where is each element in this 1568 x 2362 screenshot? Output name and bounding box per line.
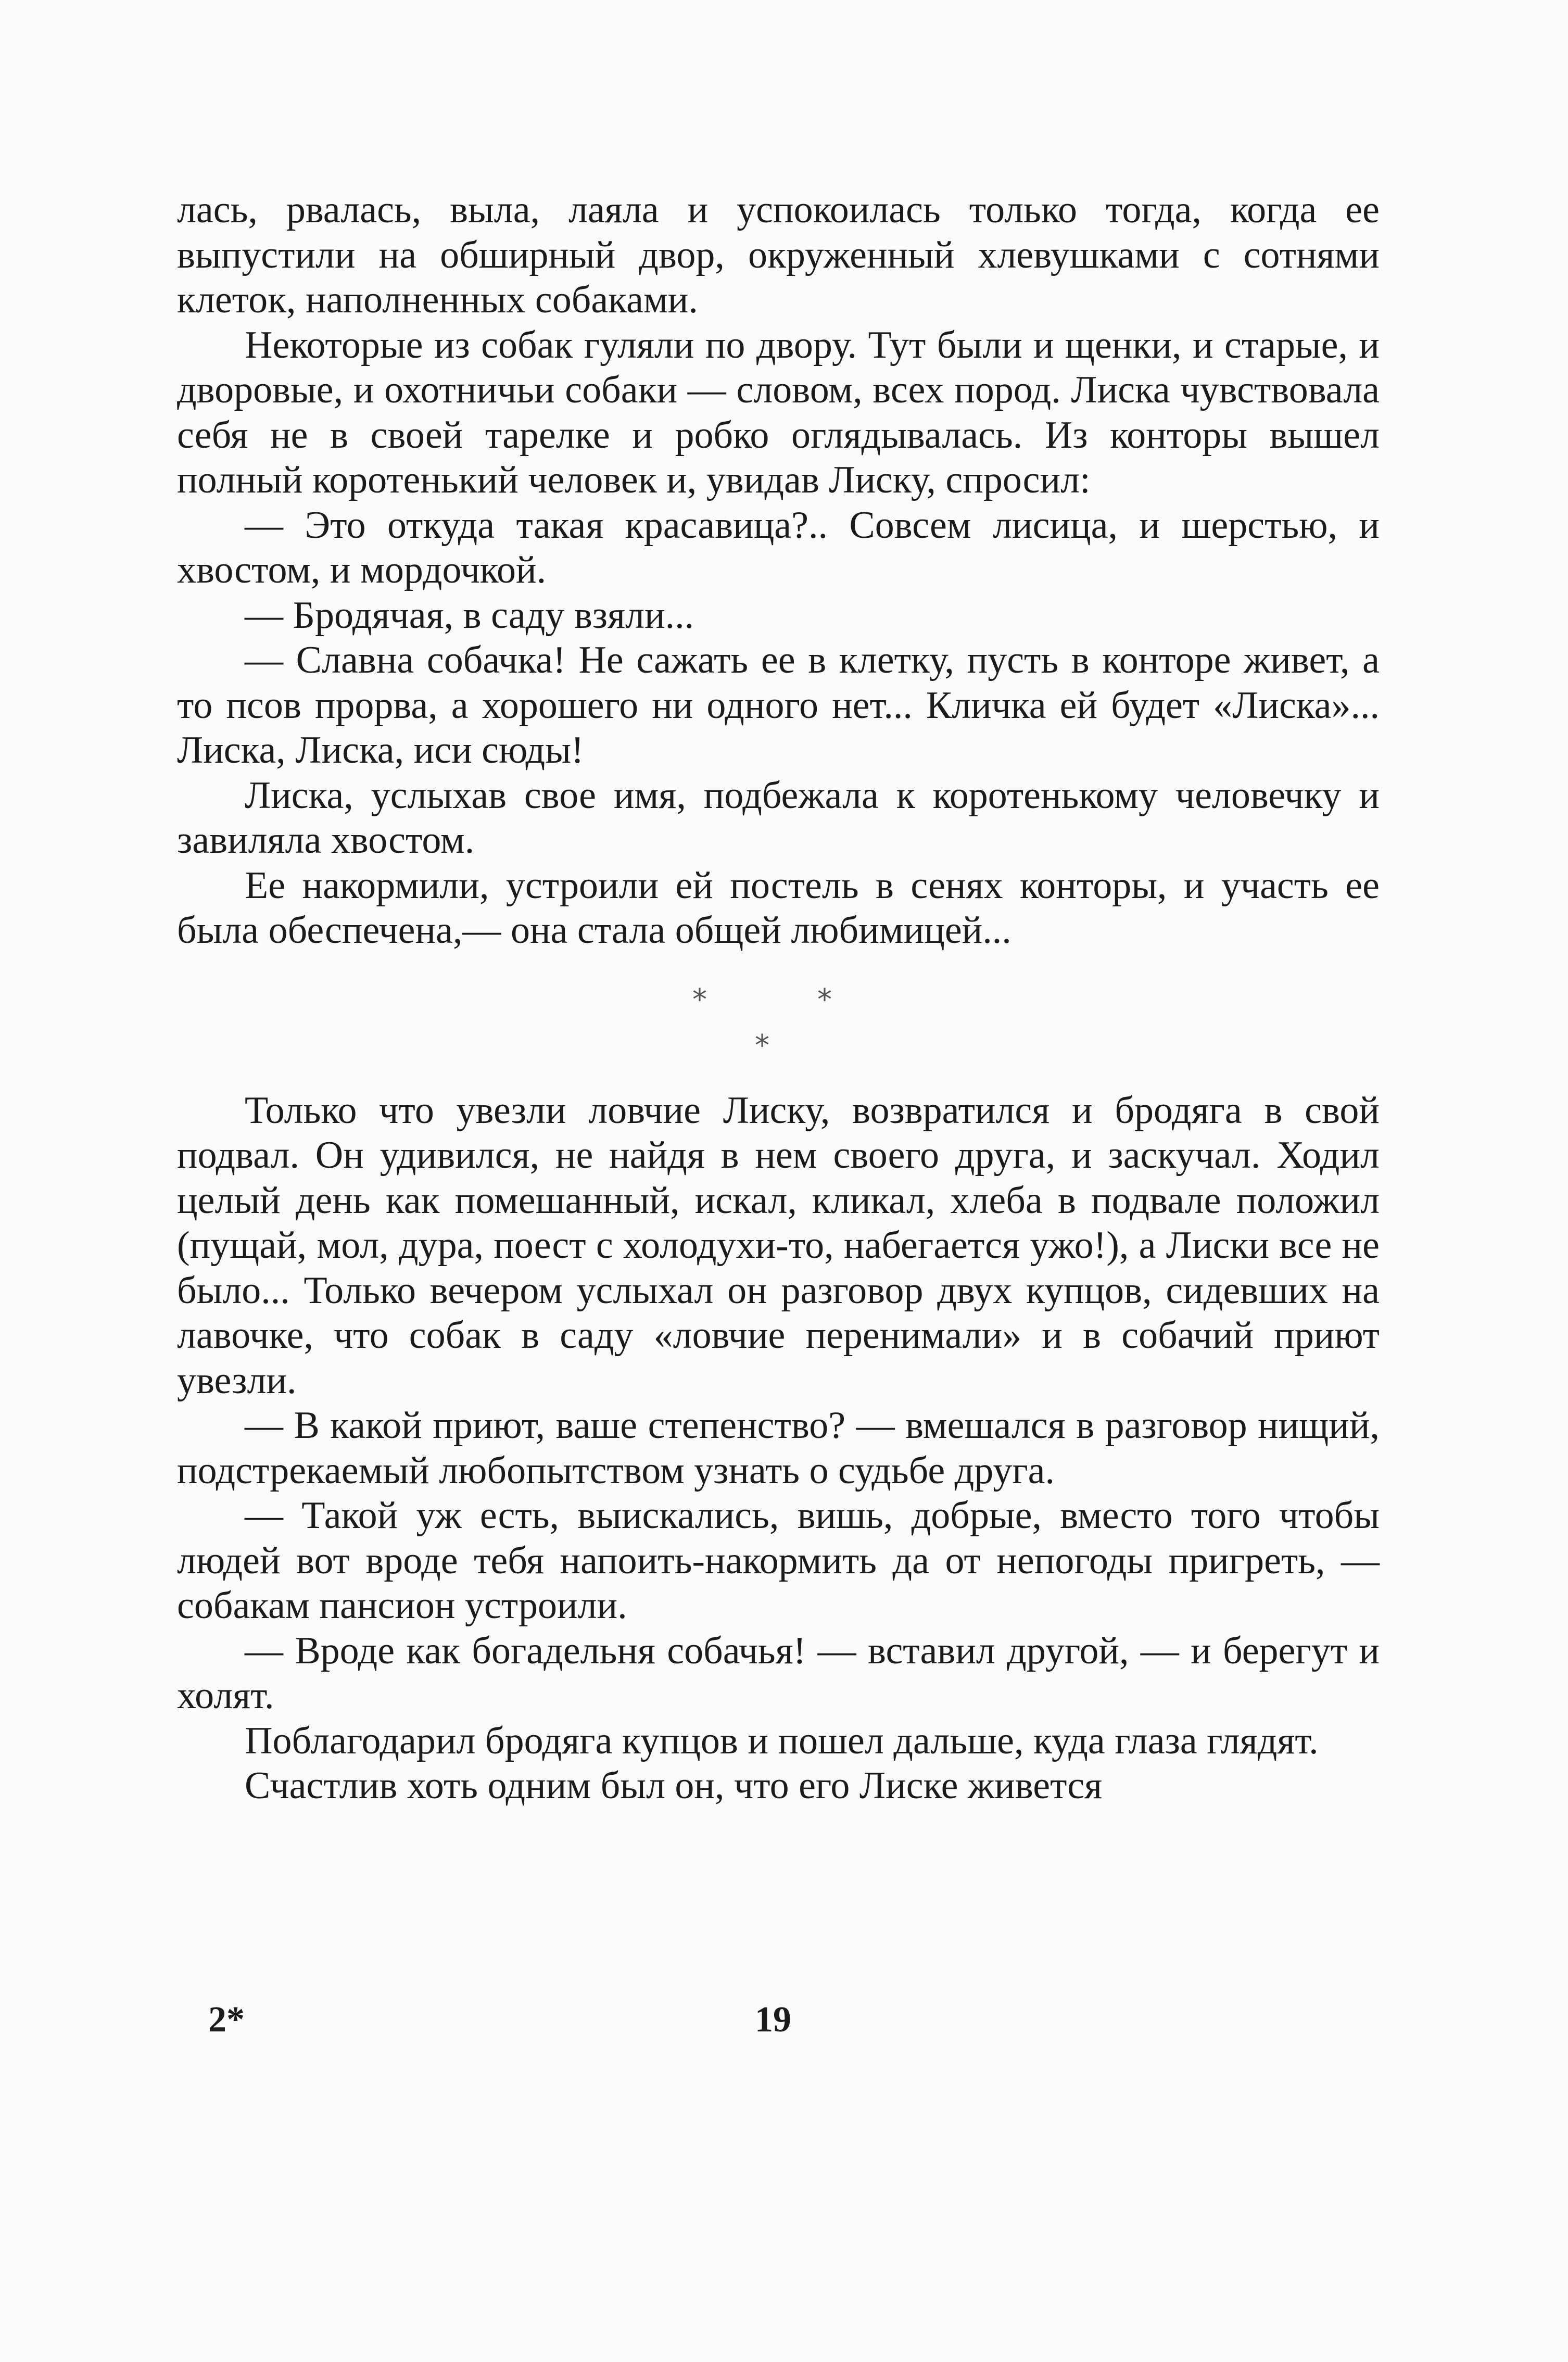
page-footer	[177, 1999, 1380, 2046]
paragraph-7: Счастлив хоть одним был он, что его Лиске живется	[245, 1764, 1103, 1807]
dialog-line-6: — Вроде как богадельня собачья! — вставил другой, — и берегут и холят.	[177, 1629, 1380, 1717]
dialog-line-3: — Славна собачка! Не сажать ее в клетку, пусть в конторе живет, а то псов прорва, а хорошего ни одного нет... Кличка ей будет «Лиска»... Лиска, Лиска, иси сюды!	[177, 639, 1380, 772]
dialog-line-1: — Это откуда такая красавица?.. Совсем лисица, и шерстью, и хвостом, и мордочкой.	[177, 503, 1380, 591]
paragraph-4: Ее накормили, устроили ей постель в сенях конторы, и участь ее была обеспечена,— она стала общей любимицей...	[177, 864, 1380, 952]
text-column	[177, 187, 1380, 1809]
separator-star-bottom: *	[755, 1028, 769, 1063]
paragraph-2: Некоторые из собак гуляли по двору. Тут были и щенки, и старые, и дворовые, и охотничьи собаки — словом, всех пород. Лиска чувствовала себя не в своей тарелке и робко оглядывалась. Из конторы вышел полный коротенький человек и, увидав Лиску, спросил:	[177, 323, 1380, 501]
separator-star-left: *	[692, 982, 707, 1017]
dialog-line-5: — Такой уж есть, выискались, вишь, добрые, вместо того чтобы людей вот вроде тебя напоить-накормить да от непогоды пригреть, — собакам пансион устроили.	[177, 1494, 1380, 1627]
page-number: 19	[755, 2000, 791, 2040]
paragraph-6: Поблагодарил бродяга купцов и пошел дальше, куда глаза глядят.	[245, 1719, 1319, 1762]
separator-star-right: *	[817, 982, 832, 1017]
section-separator	[177, 953, 1380, 1088]
signature-mark: 2*	[208, 2000, 245, 2040]
dialog-line-4: — В какой приют, ваше степенство? — вмешался в разговор нищий, подстрекаемый любопытством узнать о судьбе друга.	[177, 1404, 1380, 1492]
paragraph-3: Лиска, услыхав свое имя, подбежала к коротенькому человечку и завиляла хвостом.	[177, 774, 1380, 862]
paragraph-1: лась, рвалась, выла, лаяла и успокоилась только тогда, когда ее выпустили на обширный двор, окруженный хлевушками с сотнями клеток, наполненных собаками.	[177, 188, 1380, 321]
paragraph-5: Только что увезли ловчие Лиску, возвратился и бродяга в свой подвал. Он удивился, не найдя в нем своего друга, и заскучал. Ходил целый день как помешанный, искал, кликал, хлеба в подвале положил (пущай, мол, дура, поест с холодухи-то, набегается ужо!), а Лиски все не было... Только вечером услыхал он разговор двух купцов, сидевших на лавочке, что собак в саду «ловчие перенимали» и в собачий приют увезли.	[177, 1089, 1380, 1402]
dialog-line-2: — Бродячая, в саду взяли...	[245, 593, 694, 637]
